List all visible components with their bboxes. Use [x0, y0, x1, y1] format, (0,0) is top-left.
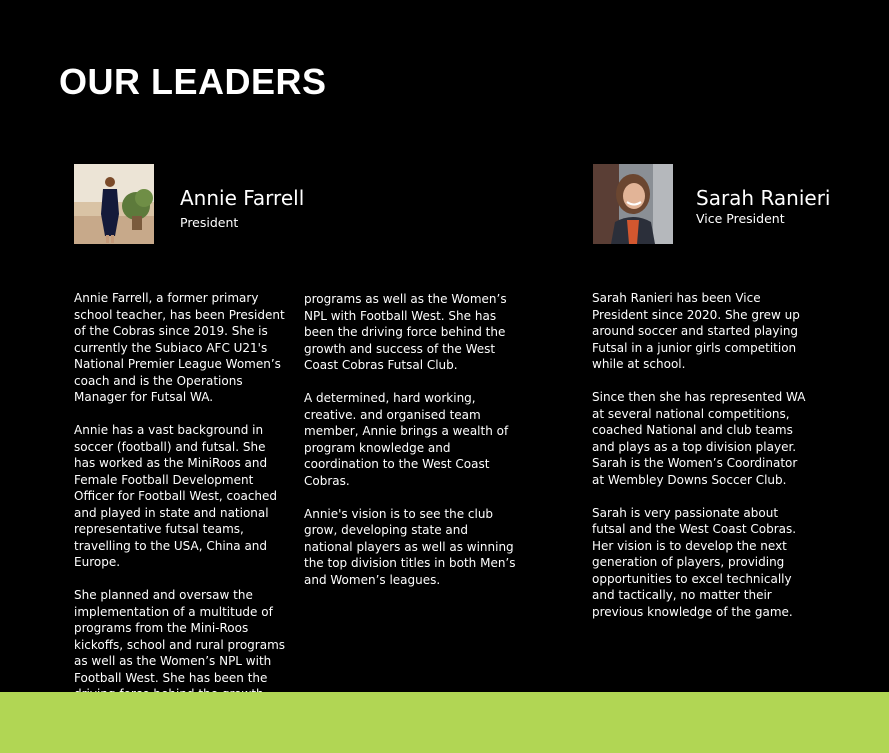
leader-bio-column-1 — [74, 290, 290, 685]
footer-accent-band — [0, 692, 889, 753]
bio-paragraph: Annie's vision is to see the club grow, developing state and national players as well as winning the top division titles in both Men’s and Women’s leagues. — [304, 506, 516, 587]
sarah-ranieri-avatar — [593, 164, 673, 244]
bio-paragraph: A determined, hard working, creative. and organised team member, Annie brings a wealth of program knowledge and coordination to the West Coast Cobras. — [304, 391, 509, 488]
leader-name: Annie Farrell — [180, 186, 305, 210]
bio-paragraph: Annie has a vast background in soccer (football) and futsal. She has worked as the MiniRoos and Female Football Development Officer for Football West, coached and played in state and national representative futsal teams, travelling to the USA, China and Europe. — [74, 423, 278, 569]
person-photo-icon — [593, 164, 673, 244]
bio-paragraph-continued: programs as well as the Women’s NPL with Football West. She has been the driving force behind the growth and success of the West Coast Cobras Futsal Club. — [304, 292, 507, 372]
leader-role: Vice President — [696, 211, 785, 226]
leader-bio-column-2 — [304, 291, 516, 588]
bio-paragraph: Annie Farrell, a former primary school teacher, has been President of the Cobras since 2019. She is currently the Subiaco AFC U21's National Premier League Women’s coach and is the Operations Manager for Futsal WA. — [74, 291, 285, 404]
bio-paragraph: Since then she has represented WA at several national competitions, coached National and club teams and plays as a top division player. Sarah is the Women’s Coordinator at Wembley Downs Soccer Club. — [592, 390, 806, 487]
person-photo-icon — [74, 164, 154, 244]
bio-paragraph: Sarah Ranieri has been Vice President since 2020. She grew up around soccer and started playing Futsal in a junior girls competition while at school. — [592, 291, 800, 371]
leader-name: Sarah Ranieri — [696, 186, 831, 210]
section-heading: OUR LEADERS — [59, 61, 327, 102]
annie-farrell-avatar — [74, 164, 154, 244]
bio-paragraph: She planned and oversaw the implementation of a multitude of programs from the Mini-Roos kickoffs, school and rural programs as well as the Women’s NPL with Football West. She has been the — [74, 588, 286, 685]
leader-role: President — [180, 215, 239, 230]
leader-bio-column-1 — [592, 290, 810, 620]
bio-paragraph: Sarah is very passionate about futsal and the West Coast Cobras. Her vision is to develop the next generation of players, providing opportunities to excel technically and tactically, no matter their previous knowledge of the game. — [592, 505, 797, 619]
